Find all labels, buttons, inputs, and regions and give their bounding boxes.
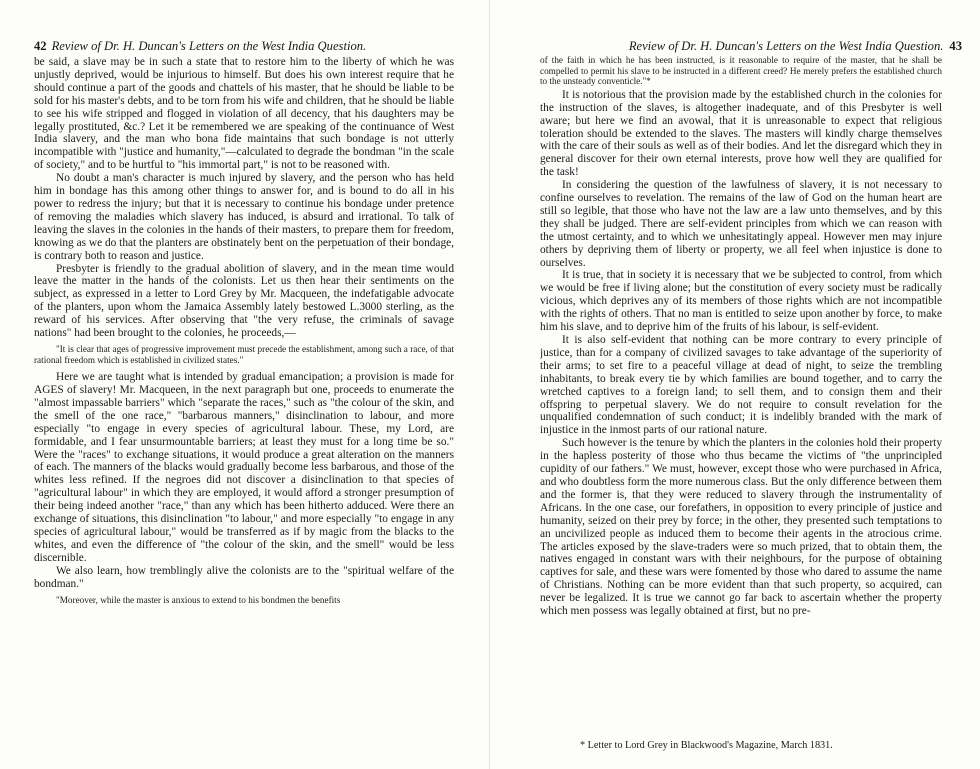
paragraph: be said, a slave may be in such a state that to restore him to the liberty of which he was unjustly deprived, would be injurious to himself. But does his own interest require that he should continue a part of the goods and chattels of his master, that he should be liable to be sold for his master's debts, and to be torn from his wife and children, that he should be liable to see his wife stripped and flogged in violation of all decency, that his daughters may be legally prostituted, &c.? Let it be remembered we are speaking of the continuance of West India slavery, and the man who bona fide maintains that such bondage is not utterly incompatible with "justice and humanity,"—calculated to degrade the bondman "in the scale of society," and to be hurtful to "his immortal part," is not to be reasoned with. <box>34 56 454 172</box>
paragraph: Such however is the tenure by which the planters in the colonies hold their property in the hapless posterity of those who thus became the victims of "the unprincipled cupidity of our fathers." We must, however, except those who were purchased in Africa, and who doubtless form the more numerous class. But the only difference between them and the former is, that they were reduced to slavery through the instrumentality of Africans. In the one case, our forefathers, in opposition to every principle of justice and humanity, seized on their prey by force; in the other, they presented such temptations to an uncivilized people as induced them to become their agents in the atrocious crime. The articles exposed by the slave-traders were so much prized, that to obtain them, the natives engaged in constant wars with their neighbours, for the purpose of obtaining captives for sale, and these wars were fomented by those who dared to assume the name of Christians. Nothing can be more evident than that such property, so acquired, can never be legalized. It is true we cannot go far back to ascertain whether the property which men possess was legally obtained at first, but no pre- <box>540 437 942 618</box>
running-title-left: Review of Dr. H. Duncan's Letters on the West India Question. <box>51 39 367 53</box>
paragraph: Here we are taught what is intended by gradual emancipation; a provision is made for AGES of slavery! Mr. Macqueen, in the next paragraph but one, proceeds to enumerate the "almost impassable barriers" which "separate the races," such as "the colour of the skin, and the smell of the one race," "barbarous manners," disinclination to labour, and more especially "to engage in every species of agricultural labour. These, my Lord, are formidable, and I fear unsurmountable barriers; at least they must for a long time be so." Were the "races" to exchange situations, it would produce a great alteration on the manners of each. The manners of the blacks would gradually become less barbarous, and those of the whites less refined. If the negroes did not discover a disinclination to that species of "agricultural labour" in which they are employed, it would afford a stronger presumption of their being indeed another "race," than any which has been hitherto adduced. Were there an exchange of situations, this disinclination "to labour," and more especially "to engage in any species of agricultural labour," would be transferred as if by magic from the blacks to the whites, and even the difference of "the colour of the skin, and the smell" would be less discernible. <box>34 371 454 564</box>
right-page-body <box>540 55 942 766</box>
block-quote-continued: of the faith in which he has been instructed, is it reasonable to require of the master, that he shall be compelled to permit his slave to be instructed in a different creed? He merely prefers the established church to the unsteady conventicle."* <box>540 55 942 87</box>
block-quote: "Moreover, while the master is anxious to extend to his bondmen the benefits <box>56 594 341 605</box>
footnote: * Letter to Lord Grey in Blackwood's Magazine, March 1831. <box>580 740 833 751</box>
paragraph: Presbyter is friendly to the gradual abolition of slavery, and in the mean time would leave the matter in the hands of the colonists. Let us then hear their sentiments on the subject, as expressed in a letter to Lord Grey by Mr. Macqueen, the indefatigable advocate of the planters, upon whom the Jamaica Assembly lately bestowed L.3000 sterling, as the reward of his services. After observing that "the very refuse, the criminals of savage nations" had been brought to the colonies, he proceeds,— <box>34 262 454 340</box>
paragraph: We also learn, how tremblingly alive the colonists are to the "spiritual welfare of the bondman." <box>34 564 454 590</box>
page-number-right: 43 <box>949 39 962 53</box>
paragraph: It is notorious that the provision made by the established church in the colonies for the instruction of the slaves, is altogether inadequate, and of this Presbyter is well aware; but here we find an avowal, that it is unreasonable to expect that religious toleration should be extended to the slaves. The masters will kindly charge themselves with the care of their souls as well as of their bodies. And let the disregard which they in general discover for their own eternal interests, prove how well they are qualified for the task! <box>540 88 942 179</box>
block-quote: "It is clear that ages of progressive improvement must precede the establishment, among such a race, of that rational freedom which is established in civilized states." <box>34 343 454 365</box>
running-header-right <box>540 38 962 54</box>
page-number-left: 42 <box>34 39 47 53</box>
paragraph: No doubt a man's character is much injured by slavery, and the person who has held him in bondage has this among other things to answer for, and is bound to do all in his power to redress the injury; but that it is necessary to continue his bondage under pretence of removing the maladies which slavery has induced, is absurd and irrational. To talk of leaving the slaves in the colonies in the hands of their masters, to prepare them for freedom, knowing as we do that the planters are obstinately bent on the perpetuation of their bondage, is contrary both to reason and justice. <box>34 172 454 262</box>
running-title-right: Review of Dr. H. Duncan's Letters on the West India Question. <box>628 39 944 53</box>
paragraph: It is also self-evident that nothing can be more contrary to every principle of justice, than for a company of civilized savages to take advantage of the superiority of their arms; to set fire to a peaceful village at dead of night, to seize the trembling inhabitants, to break every tie by which families are bound together, and to carry the wretched captives to a foreign land; to sell them, and to consign them and their offspring to perpetual slavery. We do not require to consult revelation for the unqualified condemnation of such conduct; it is indelibly branded with the mark of injustice in the inmost parts of our rational nature. <box>540 334 942 437</box>
paragraph: It is true, that in society it is necessary that we be subjected to control, from which we would be free if living alone; but the constitution of every society must be radically vicious, which deprives any of its members of those rights which are not incompatible with the rights of others. That no man is entitled to seize upon another by force, to make him his slave, and to deprive him of the fruits of his labour, is self-evident. <box>540 269 942 334</box>
paragraph: In considering the question of the lawfulness of slavery, it is not necessary to confine ourselves to revelation. The remains of the law of God on the human heart are still so legible, that those who have not the law are a law unto themselves, and by this they shall be judged. There are self-evident principles from which we can reason with the utmost certainty, and to which we unhesitatingly appeal. However men may injure others by depriving them of liberty or property, we all feel when injustice is done to ourselves. <box>540 179 942 269</box>
